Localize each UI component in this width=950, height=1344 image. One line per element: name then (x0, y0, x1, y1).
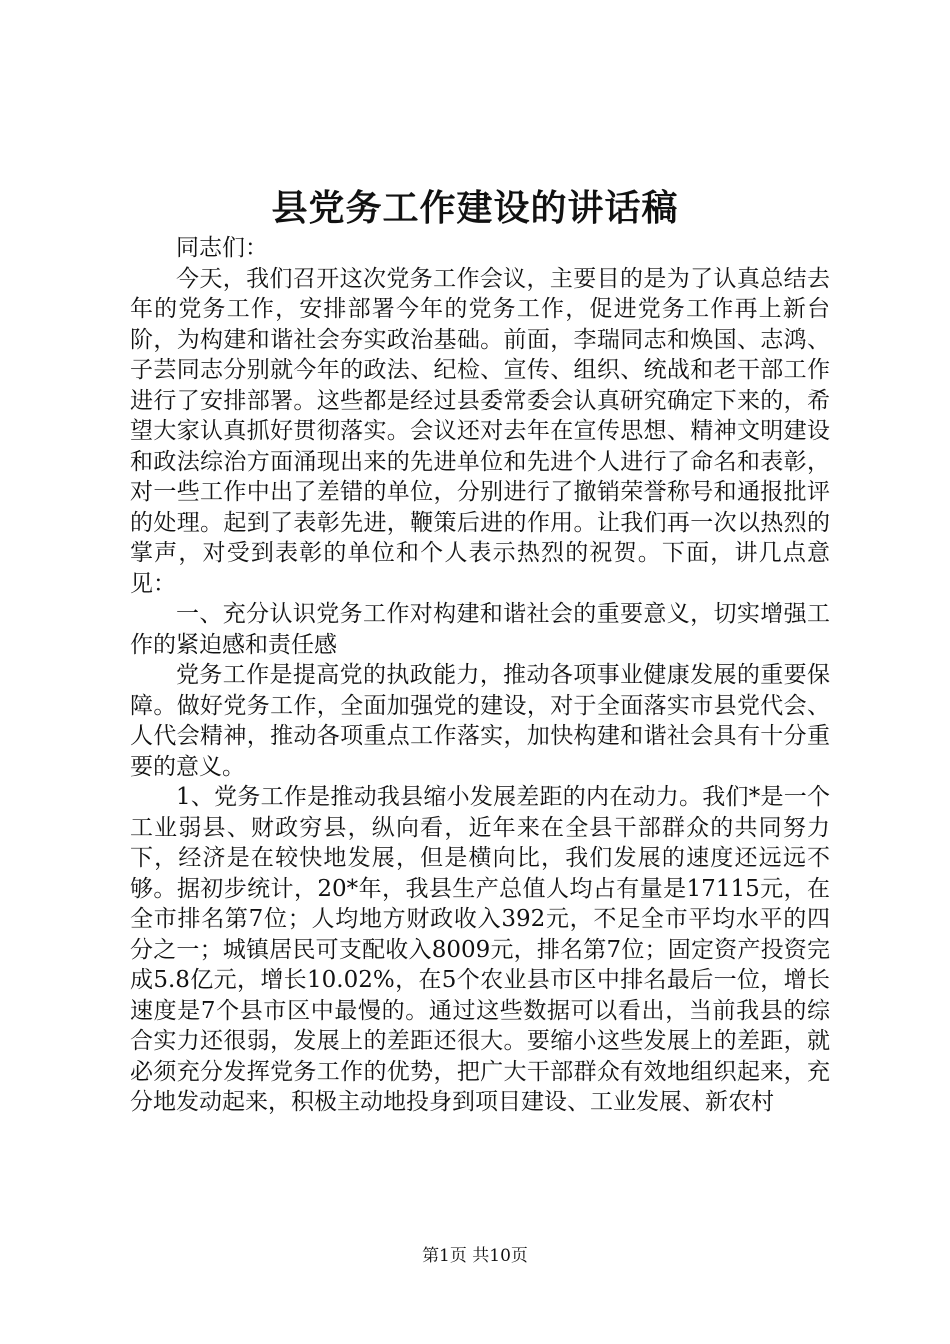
intro-paragraph: 今天，我们召开这次党务工作会议，主要目的是为了认真总结去年的党务工作，安排部署今年的党务工作，促进党务工作再上新台阶，为构建和谐社会夯实政治基础。前面，李瑞同志和焕国、志鸿、子芸同志分别就今年的政法、纪检、宣传、组织、统战和老干部工作进行了安排部署。这些都是经过县委常委会认真研究确定下来的，希望大家认真抓好贯彻落实。会议还对去年在宣传思想、精神文明建设和政法综治方面涌现出来的先进单位和先进个人进行了命名和表彰，对一些工作中出了差错的单位，分别进行了撤销荣誉称号和通报批评的处理。起到了表彰先进，鞭策后进的作用。让我们再一次以热烈的掌声，对受到表彰的单位和个人表示热烈的祝贺。下面，讲几点意见： (130, 265, 830, 597)
body-paragraph: 党务工作是提高党的执政能力，推动各项事业健康发展的重要保障。做好党务工作，全面加强党的建设，对于全面落实市县党代会、人代会精神，推动各项重点工作落实，加快构建和谐社会具有十分重要的意义。 (130, 662, 830, 780)
document-body (130, 233, 830, 1118)
page-number-footer: 第1页 共10页 (422, 1246, 528, 1266)
document-title: 县党务工作建设的讲话稿 (271, 187, 679, 229)
section-heading-1: 一、充分认识党务工作对构建和谐社会的重要意义，切实增强工作的紧迫感和责任感 (130, 601, 830, 658)
body-paragraph-point-1: 1、党务工作是推动我县缩小发展差距的内在动力。我们*是一个工业弱县、财政穷县，纵向看，近年来在全县干部群众的共同努力下，经济是在较快地发展，但是横向比，我们发展的速度还远远不够。据初步统计，20*年，我县生产总值人均占有量是17115元，在全市排名第7位；人均地方财政收入392元，不足全市平均水平的四分之一；城镇居民可支配收入8009元，排名第7位；固定资产投资完成5.8亿元，增长10.02%，在5个农业县市区中排名最后一位，增长速度是7个县市区中最慢的。通过这些数据可以看出，当前我县的综合实力还很弱，发展上的差距还很大。要缩小这些发展上的差距，就必须充分发挥党务工作的优势，把广大干部群众有效地组织起来，充分地发动起来，积极主动地投身到项目建设、工业发展、新农村 (130, 784, 830, 1115)
salutation-paragraph: 同志们： (176, 235, 268, 261)
